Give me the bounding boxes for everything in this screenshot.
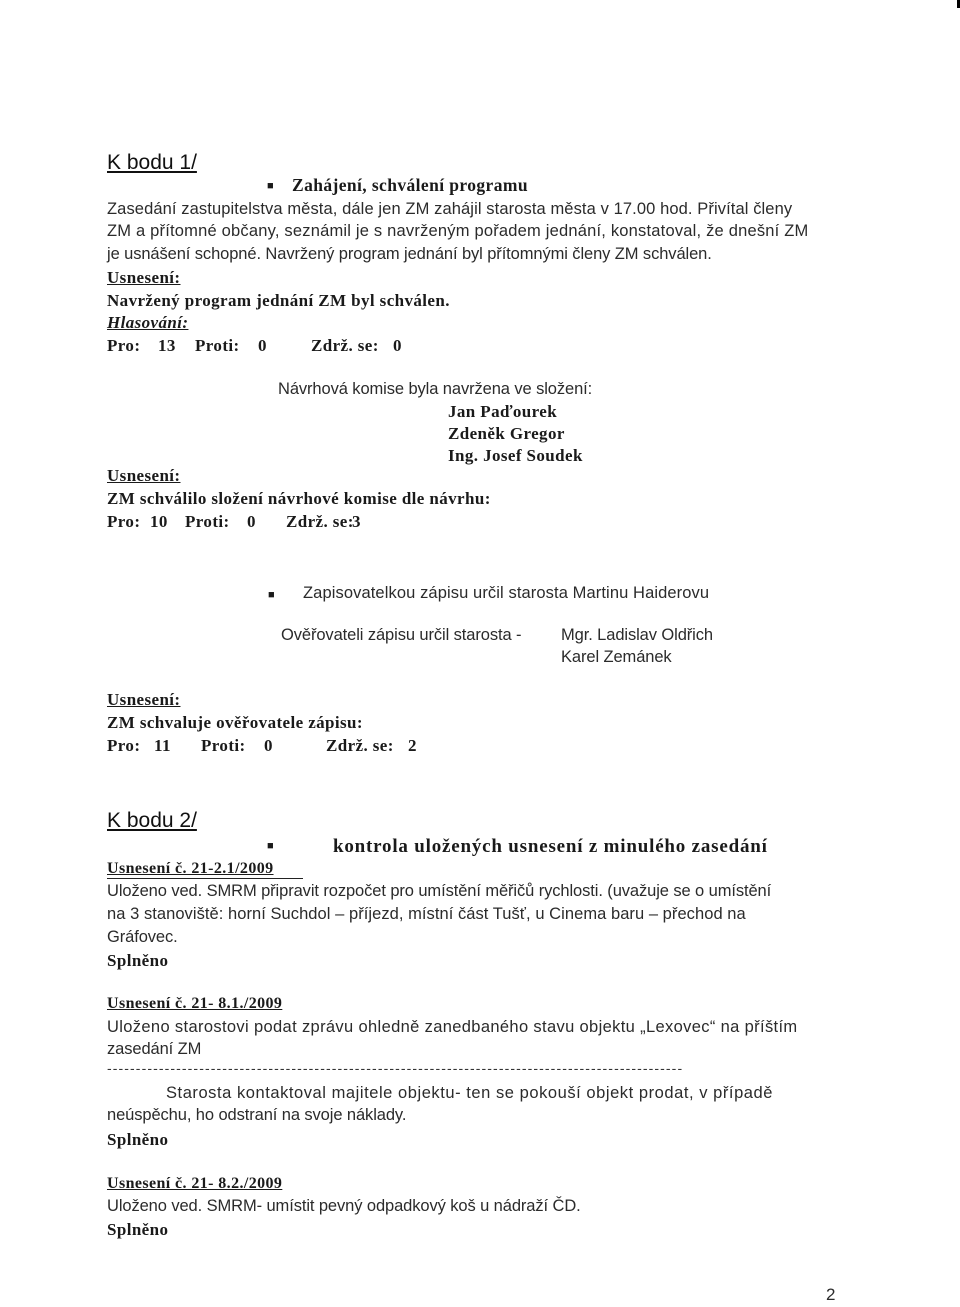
vote-label: Hlasování: [107, 313, 189, 332]
resolution-label: Usnesení: [107, 466, 181, 485]
resolution-line: Uloženo starostovi podat zprávu ohledně zanedbaného stavu objektu „Lexovec“ na příštím [107, 1018, 798, 1036]
vote-proti-label: Proti: [185, 512, 230, 531]
vote-zdrz-label: Zdrž. se: [326, 736, 394, 755]
resolution-number: Usnesení č. 21- 8.1./2009 [107, 995, 283, 1012]
status-done: Splněno [107, 1130, 169, 1149]
paragraph-line: Zasedání zastupitelstva města, dále jen ZM zahájil starosta města v 17.00 hod. Přivítal členy [107, 200, 793, 218]
resolution-line: na 3 stanoviště: horní Suchdol – příjezd, místní část Tušť, u Cinema baru – přechod na [107, 905, 746, 923]
underline-rule [107, 878, 303, 879]
vote-zdrz-value: 3 [352, 512, 361, 531]
resolution-line: Uloženo ved. SMRM- umístit pevný odpadkový koš u nádraží ČD. [107, 1197, 581, 1215]
resolution-line: zasedání ZM [107, 1040, 202, 1058]
bullet-icon: ■ [268, 589, 275, 601]
vote-zdrz-value: 0 [393, 336, 402, 355]
vote-proti-label: Proti: [201, 736, 246, 755]
commission-member: Jan Paďourek [448, 402, 558, 421]
vote-zdrz-label: Zdrž. se: [311, 336, 379, 355]
commission-member: Zdeněk Gregor [448, 424, 565, 443]
vote-pro-label: Pro: [107, 336, 141, 355]
resolution-number: Usnesení č. 21- 8.2./2009 [107, 1175, 283, 1192]
section-2-heading: K bodu 2/ [107, 809, 197, 832]
resolution-text: ZM schvaluje ověřovatele zápisu: [107, 713, 363, 732]
vote-zdrz-label: Zdrž. se: [286, 512, 354, 531]
commission-member: Ing. Josef Soudek [448, 446, 583, 465]
note-line: Starosta kontaktoval majitele objektu- ten se pokouší objekt prodat, v případě [166, 1084, 773, 1102]
section-1-heading: K bodu 1/ [107, 151, 197, 174]
resolution-text: Navržený program jednání ZM byl schválen. [107, 291, 450, 310]
page-number: 2 [826, 1285, 836, 1304]
paragraph-line: ZM a přítomné občany, seznámil je s navrženým pořadem jednání, konstatoval, že dnešní ZM [107, 222, 809, 240]
paragraph-line: je usnášení schopné. Navržený program jednání byl přítomnými členy ZM schválen. [107, 245, 712, 263]
vote-pro-value: 13 [158, 336, 176, 355]
vote-pro-value: 10 [150, 512, 168, 531]
resolution-line: Uloženo ved. SMRM připravit rozpočet pro umístění měřičů rychlosti. (uvažuje se o umístění [107, 882, 772, 900]
vote-proti-value: 0 [264, 736, 273, 755]
resolution-label: Usnesení: [107, 268, 181, 287]
status-done: Splněno [107, 951, 169, 970]
vote-pro-label: Pro: [107, 736, 141, 755]
verifier-name: Karel Zemánek [561, 648, 672, 666]
resolution-line: Gráfovec. [107, 928, 178, 946]
resolution-label: Usnesení: [107, 690, 181, 709]
vote-proti-value: 0 [247, 512, 256, 531]
vote-pro-label: Pro: [107, 512, 141, 531]
vote-pro-value: 11 [154, 736, 171, 755]
status-done: Splněno [107, 1220, 169, 1239]
commission-intro: Návrhová komise byla navržena ve složení: [278, 380, 593, 398]
vote-zdrz-value: 2 [408, 736, 417, 755]
bullet-icon: ■ [267, 180, 274, 192]
recorder-text: Zapisovatelkou zápisu určil starosta Martinu Haiderovu [303, 584, 710, 602]
verifiers-intro: Ověřovateli zápisu určil starosta - [281, 626, 522, 644]
vote-proti-value: 0 [258, 336, 267, 355]
resolution-number: Usnesení č. 21-2.1/2009 [107, 860, 274, 877]
vote-proti-label: Proti: [195, 336, 240, 355]
section-1-topic: Zahájení, schválení programu [292, 175, 528, 195]
dashed-separator: ---------------------------------------------------------------------------------------------------- [107, 1060, 684, 1076]
section-2-topic: kontrola uložených usnesení z minulého zasedání [333, 836, 768, 857]
note-line: neúspěchu, ho odstraní na svoje náklady. [107, 1106, 407, 1124]
bullet-icon: ■ [267, 840, 274, 852]
resolution-text: ZM schválilo složení návrhové komise dle návrhu: [107, 489, 491, 508]
verifier-name: Mgr. Ladislav Oldřich [561, 626, 713, 644]
